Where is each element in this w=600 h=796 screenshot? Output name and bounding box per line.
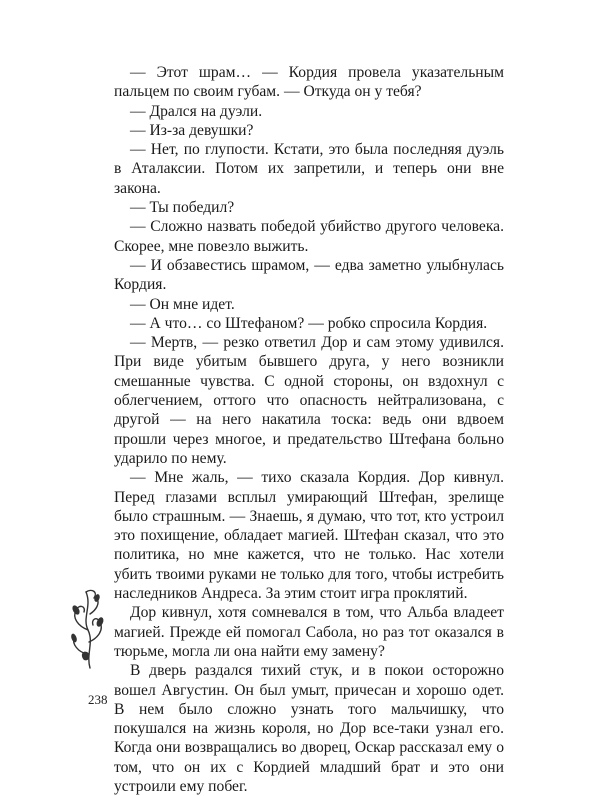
- paragraph: — Мне жаль, — тихо сказала Кордия. Дор кивнул. Перед глазами всплыл умирающий Штефан, зрелище было страшным. — Знаешь, я думаю, что тот, кто устроил это похищение, обладает магией. Штефан сказал, что это политика, но мне кажется, что не только. Нас хотели убить твоими руками не только для того, чтобы истребить наследников Андреса. За этим стоит игра проклятий.: [114, 469, 504, 603]
- paragraph: Дор кивнул, хотя сомневался в том, что Альба владеет магией. Прежде ей помогал Сабола, но раз тот оказался в тюрьме, могла ли она найти ему замену?: [114, 604, 504, 660]
- paragraph: — И обзавестись шрамом, — едва заметно улыбнулась Кордия.: [114, 256, 504, 294]
- paragraph: — А что… со Штефаном? — робко спросила Кордия.: [130, 314, 488, 332]
- paragraph: — Нет, по глупости. Кстати, это была последняя дуэль в Аталаксии. Потом их запретили, и теперь они вне закона.: [114, 141, 504, 197]
- paragraph: — Он мне идет.: [130, 295, 235, 313]
- page-number: 238: [88, 692, 108, 707]
- body-text: [114, 63, 504, 796]
- paragraph: — Дрался на дуэли.: [130, 102, 263, 120]
- floral-vine-ornament-icon: [64, 584, 112, 670]
- paragraph: — Мертв, — резко ответил Дор и сам этому удивился. При виде убитым бывшего друга, у него возникли смешанные чувства. С одной стороны, он вздохнул с облегчением, оттого что опасность нейтрализована, с другой — на него накатила тоска: ведь они вдвоем прошли через многое, и предательство Штефана больно ударило по нему.: [114, 334, 504, 467]
- paragraph: — Этот шрам… — Кордия провела указательным пальцем по своим губам. — Откуда он у тебя?: [114, 64, 504, 101]
- paragraph: — Сложно назвать победой убийство другого человека. Скорее, мне повезло выжить.: [114, 218, 504, 255]
- paragraph: В дверь раздался тихий стук, и в покои осторожно вошел Августин. Он был умыт, причесан и хорошо одет. В нем было сложно узнать того мальчишку, что покушался на жизнь короля, но Дор все-таки узнал его. Когда они возвращались во дворец, Оскар рассказал ему о том, что он их с Кордией младший брат и это они устроили ему побег.: [114, 662, 504, 795]
- paragraph: — Из-за девушки?: [130, 121, 254, 139]
- paragraph: — Ты победил?: [130, 199, 235, 217]
